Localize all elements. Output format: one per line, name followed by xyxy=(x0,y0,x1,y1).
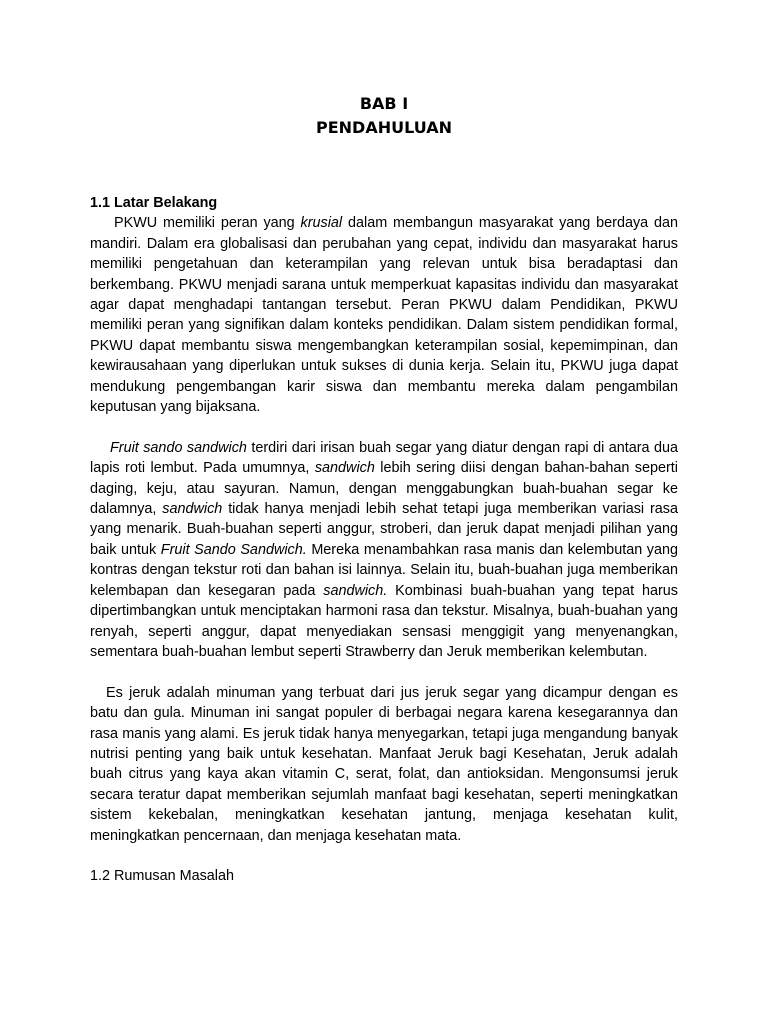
paragraph-pkwu: PKWU memiliki peran yang krusial dalam membangun masyarakat yang berdaya dan mandiri. Dalam era globalisasi dan perubahan yang cepat, individu dan masyarakat harus memiliki pengetahuan dan keterampilan yang relevan untuk bisa beradaptasi dan berkembang. PKWU menjadi sarana untuk memperkuat kapasitas individu dan masyarakat agar dapat menghadapi tantangan tersebut. Peran PKWU dalam Pendidikan, PKWU memiliki peran yang signifikan dalam konteks pendidikan. Dalam sistem pendidikan formal, PKWU dapat membantu siswa mengembangkan keterampilan sosial, kepemimpinan, dan kewirausahaan yang diperlukan untuk sukses di dunia kerja. Selain itu, PKWU juga dapat mendukung pengembangan karir siswa dan membantu mereka dalam pengambilan keputusan yang bijaksana. xyxy=(90,215,679,416)
document-page xyxy=(90,0,678,886)
paragraph-fruit-sando: Fruit sando sandwich terdiri dari irisan buah segar yang diatur dengan rapi di antara dua lapis roti lembut. Pada umumnya, sandwich lebih sering diisi dengan bahan-bahan seperti daging, keju, atau sayuran. Namun, dengan menggabungkan buah-buahan segar ke dalamnya, sandwich tidak hanya menjadi lebih sehat tetapi juga memberikan variasi rasa yang menarik. Buah-buahan seperti anggur, stroberi, dan jeruk dapat menjadi pilihan yang baik untuk Fruit Sando Sandwich. Mereka menambahkan rasa manis dan kelembutan yang kontras dengan tekstur roti dan bahan isi lainnya. Selain itu, buah-buahan juga memberikan kelembapan dan kesegaran pada sandwich. Kombinasi buah-buahan yang tepat harus dipertimbangkan untuk menciptakan harmoni rasa dan tekstur. Misalnya, buah-buahan yang renyah, seperti anggur, dapat menyediakan sensasi menggigit yang menyenangkan, sementara buah-buahan lembut seperti Strawberry dan Jeruk memberikan kelembutan. xyxy=(90,439,679,660)
chapter-header xyxy=(90,92,678,140)
chapter-title: PENDAHULUAN xyxy=(316,118,452,137)
chapter-label: BAB I xyxy=(359,94,409,113)
section-heading-latar-belakang: 1.1 Latar Belakang xyxy=(90,195,218,211)
paragraph-es-jeruk: Es jeruk adalah minuman yang terbuat dari jus jeruk segar yang dicampur dengan es batu dan gula. Minuman ini sangat populer di berbagai negara karena kesegarannya dan rasa manis yang alami. Es jeruk tidak hanya menyegarkan, tetapi juga mengandung banyak nutrisi penting yang baik untuk kesehatan. Manfaat Jeruk bagi Kesehatan, Jeruk adalah buah citrus yang kaya akan vitamin C, serat, folat, dan antioksidan. Mengonsumsi jeruk secara teratur dapat memberikan sejumlah manfaat bagi kesehatan, seperti meningkatkan sistem kekebalan, meningkatkan kesehatan jantung, menjaga kesehatan kulit, meningkatkan pencernaan, dan menjaga kesehatan mata. xyxy=(90,684,678,844)
section-heading-rumusan-masalah: 1.2 Rumusan Masalah xyxy=(90,867,234,884)
